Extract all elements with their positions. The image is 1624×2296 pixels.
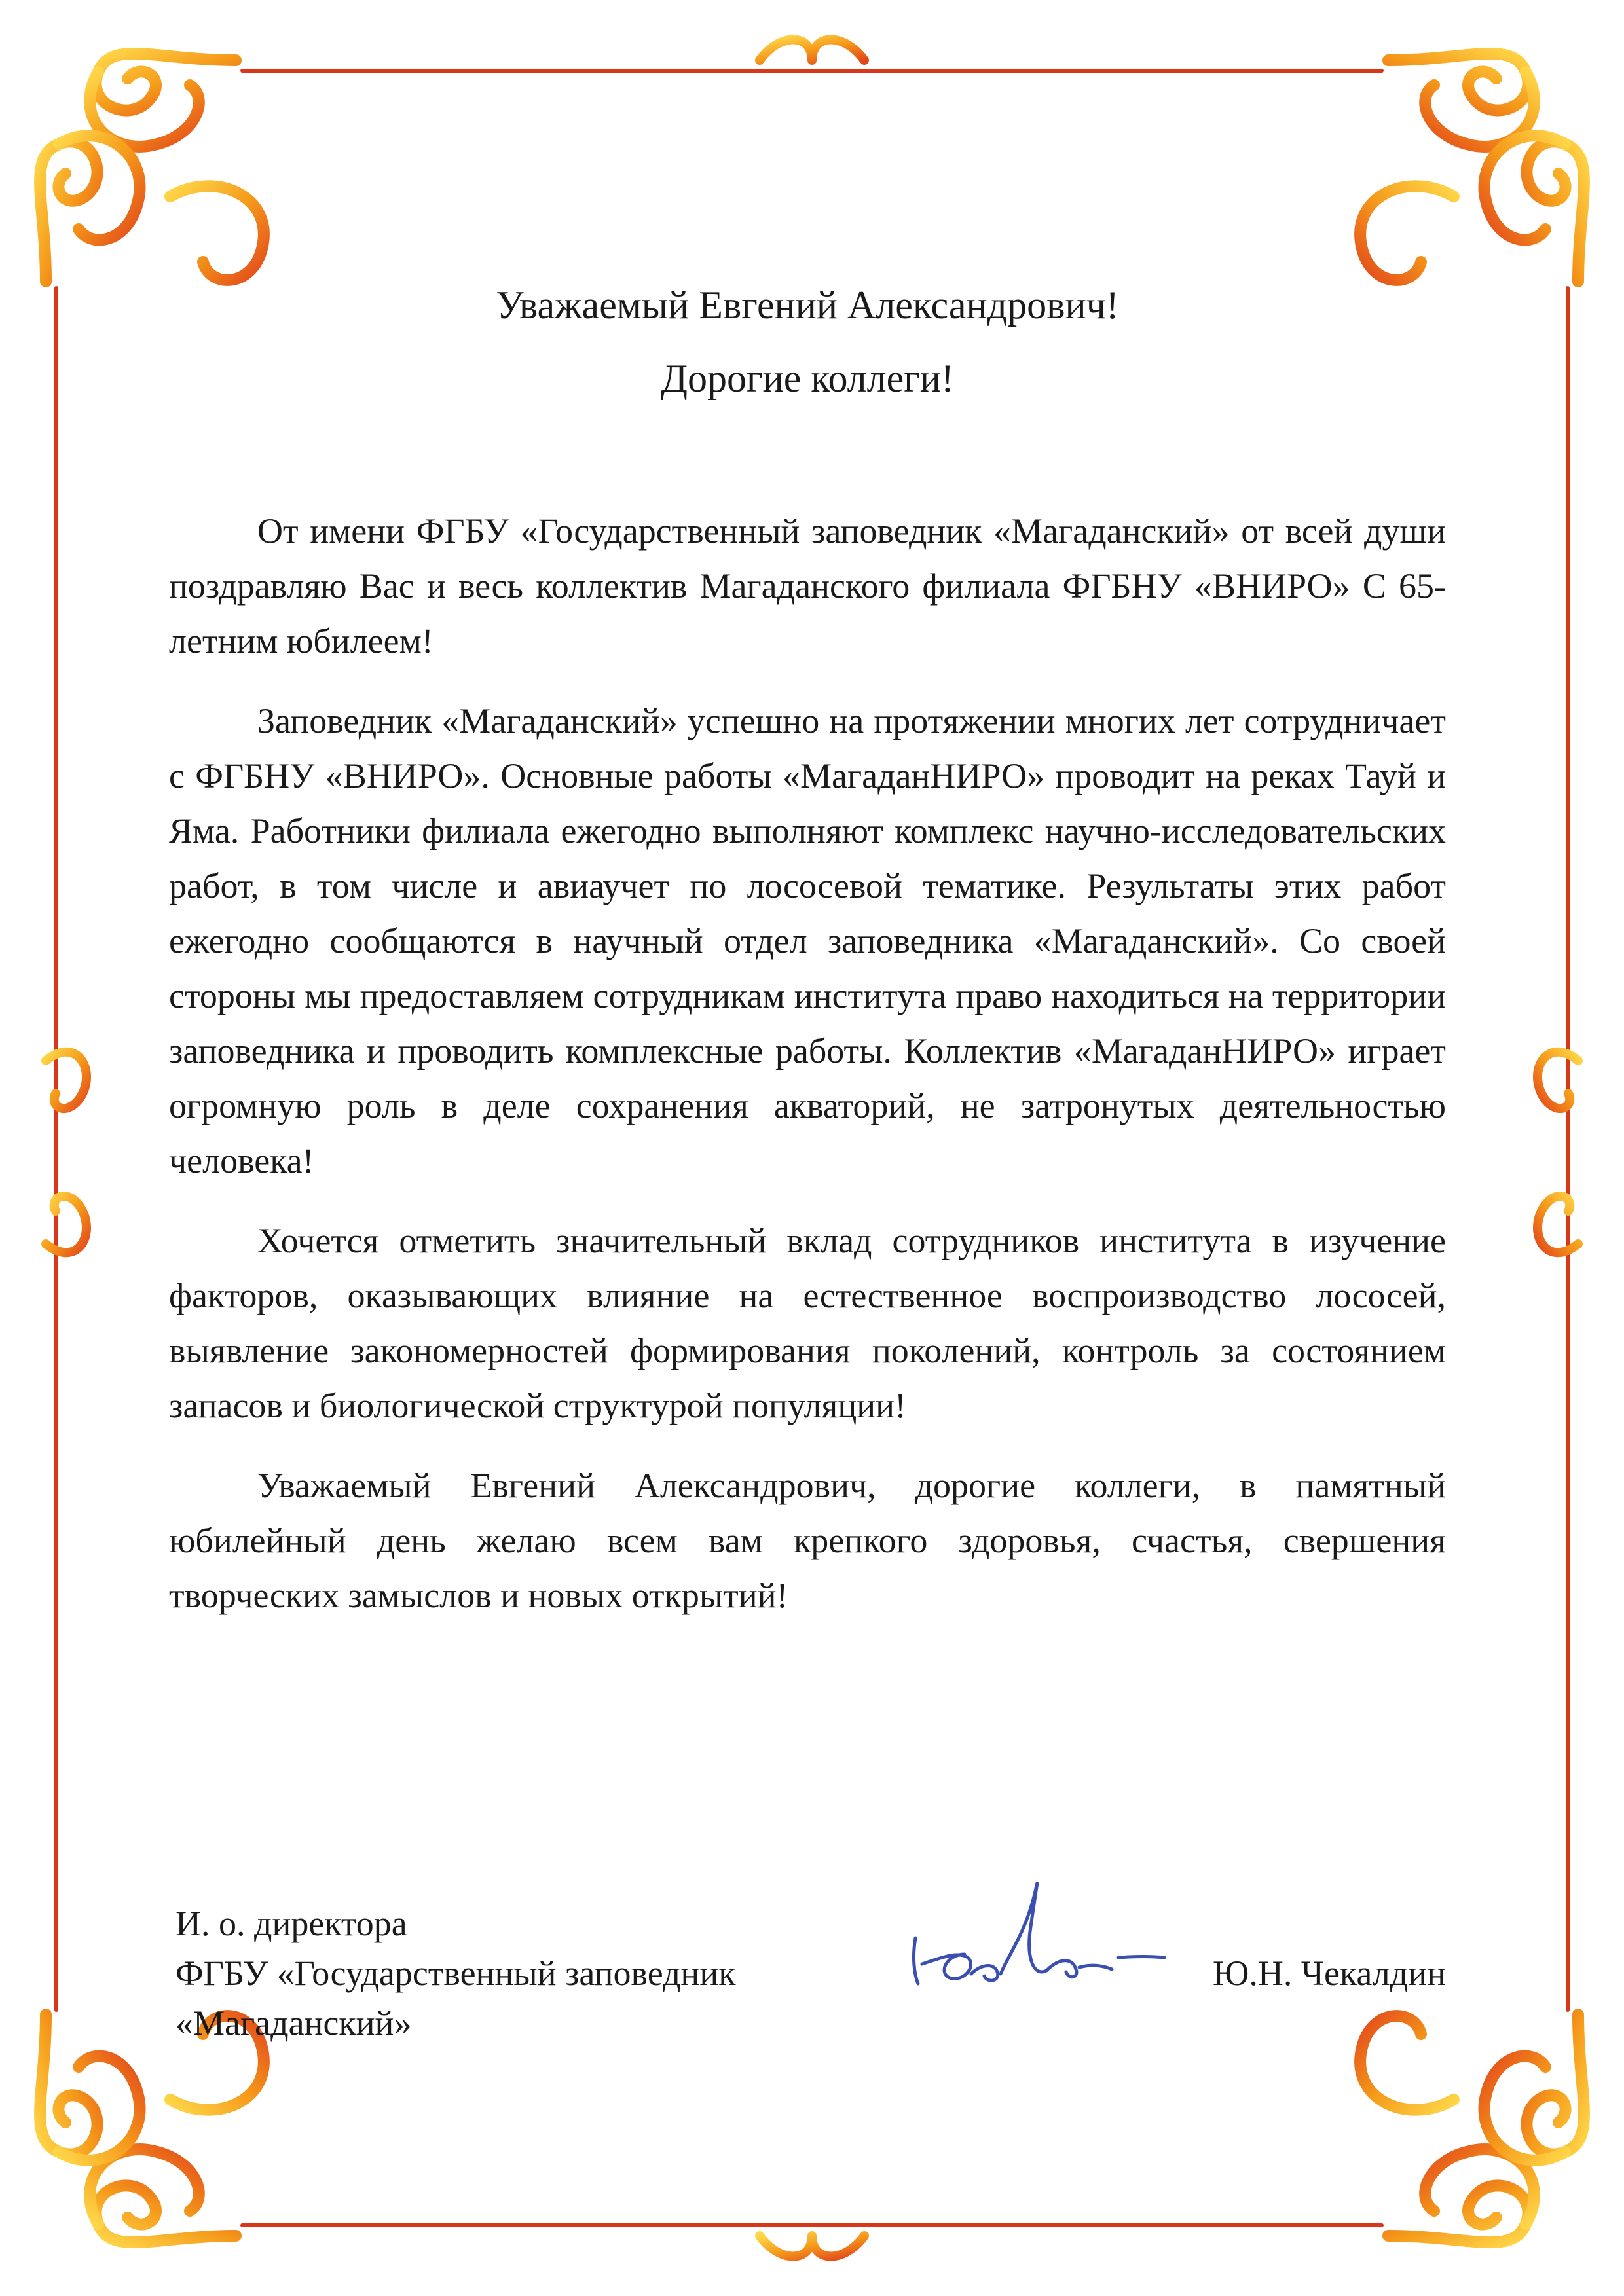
paragraph-congratulations: От имени ФГБУ «Государственный заповедник «Магаданский» от всей души поздравляю Вас и весь коллектив Магаданского филиала ФГБНУ «ВНИРО» С 65-летним юбилеем! [169, 511, 1446, 661]
corner-scroll-top-right [1360, 54, 1584, 282]
letter-paragraphs [169, 503, 1446, 1623]
greeting-line-1: Уважаемый Евгений Александрович! [496, 283, 1119, 327]
signatory-organization-name: «Магаданский» [175, 2003, 412, 2043]
signatory-name: Ю.Н. Чекалдин [1212, 1954, 1446, 1993]
paragraph-contribution: Хочется отметить значительный вклад сотрудников института в изучение факторов, оказывающих влияние на естественное воспроизводство лососей, выявление закономерностей формирования поколений, контроль за состоянием запасов и биологической структурой популяции! [169, 1221, 1446, 1425]
signatory-organization: ФГБУ «Государственный заповедник [175, 1954, 736, 1993]
signature-block [169, 1899, 1446, 2069]
signatory-position [175, 1899, 735, 2048]
paragraph-wishes: Уважаемый Евгений Александрович, дорогие коллеги, в памятный юбилейный день желаю всем вам крепкого здоровья, счастья, свершения творческих замыслов и новых открытий! [169, 1466, 1446, 1615]
paragraph-cooperation: Заповедник «Магаданский» успешно на протяжении многих лет сотрудничает с ФГБНУ «ВНИРО». Основные работы «МагаданНИРО» проводит на реках Тауй и Яма. Работники филиала ежегодно выполняют комплекс научно-исследовательских работ, в том числе и авиаучет по лососевой тематике. Результаты этих работ ежегодно сообщаются в научный отдел заповедника «Магаданский». Со своей стороны мы предоставляем сотрудникам института право находиться на территории заповедника и проводить комплексные работы. Коллектив «МагаданНИРО» играет огромную роль в деле сохранения акваторий, не затронутых деятельностью человека! [169, 701, 1446, 1180]
corner-scroll-top-left [40, 54, 264, 282]
greeting-line-2: Дорогие коллеги! [661, 357, 954, 400]
signatory-title: И. о. директора [175, 1904, 407, 1943]
letter-body [169, 268, 1446, 1648]
handwritten-signature [896, 1859, 1171, 2010]
